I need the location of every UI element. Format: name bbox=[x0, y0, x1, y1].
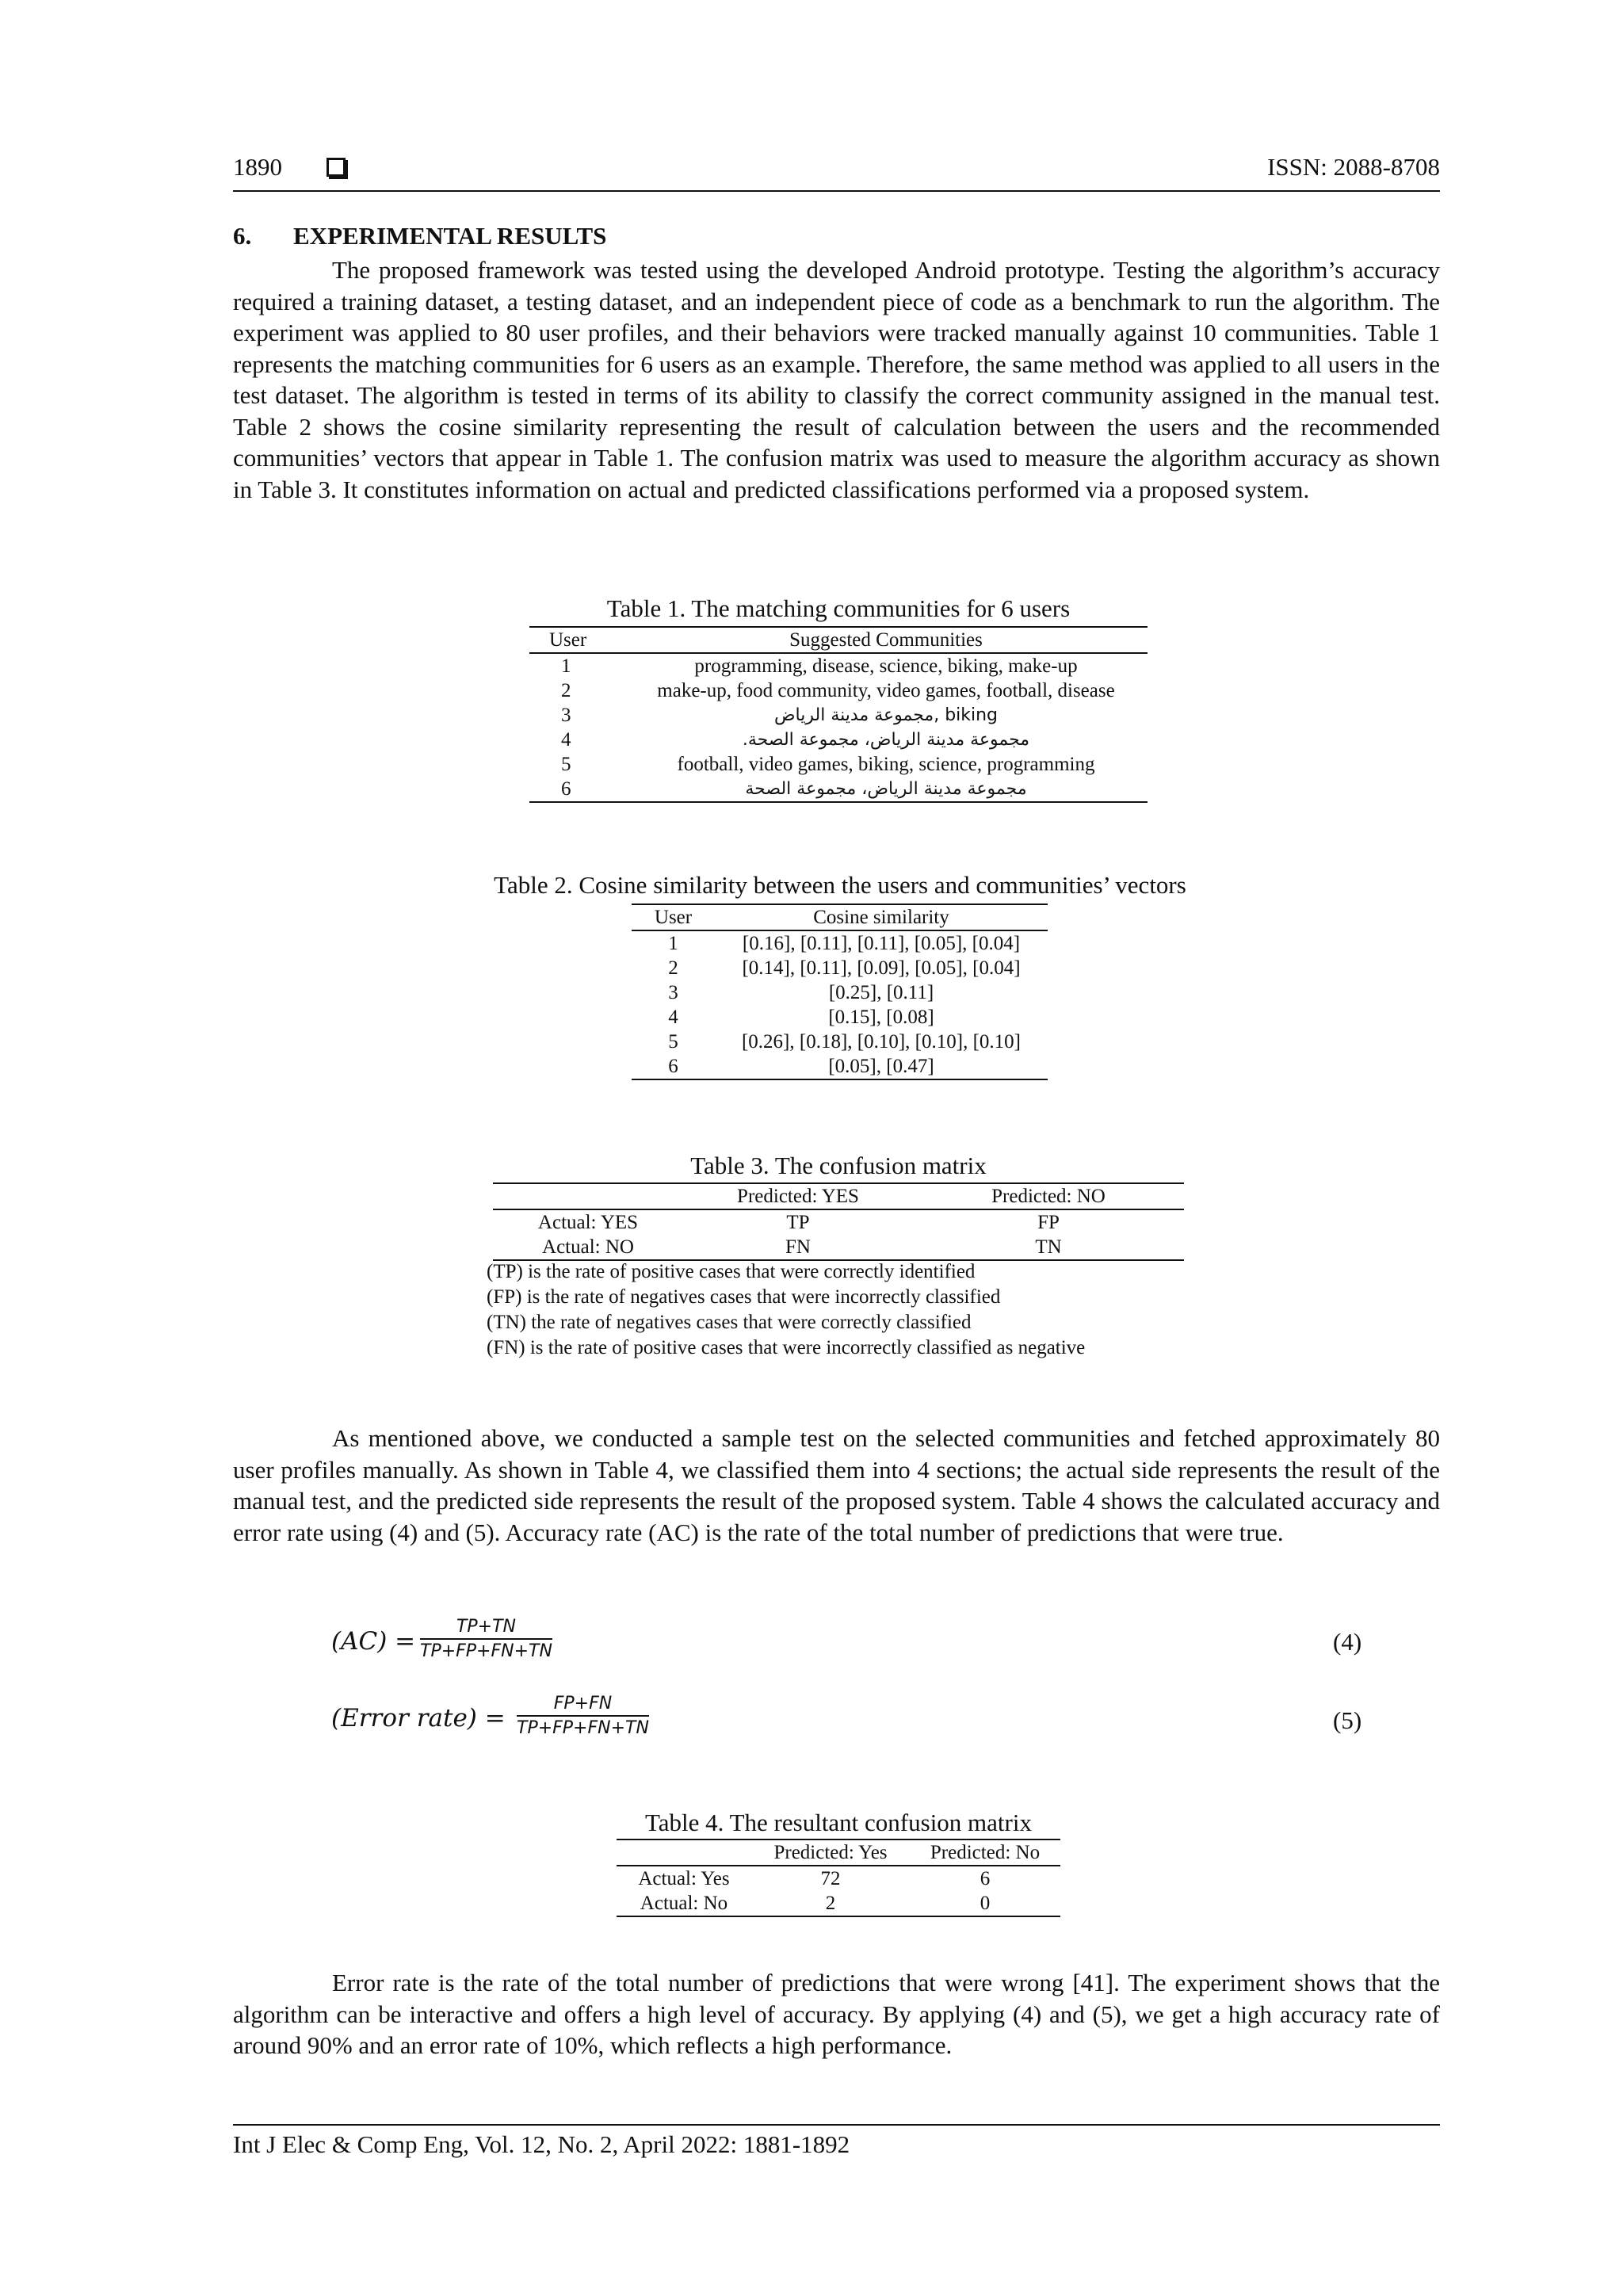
table-cell: [0.26], [0.18], [0.10], [0.10], [0.10] bbox=[741, 1031, 1021, 1052]
table-cell: TN bbox=[1035, 1236, 1062, 1258]
table-3-note: (FP) is the rate of negatives cases that were incorrectly classified bbox=[487, 1286, 1001, 1308]
table-cell: TP bbox=[786, 1212, 810, 1233]
paragraph-2 bbox=[233, 1423, 1440, 1548]
table-row bbox=[632, 1005, 1048, 1030]
table-3-notes bbox=[487, 1259, 1200, 1361]
table-cell: 3 bbox=[668, 982, 678, 1003]
table-3 bbox=[493, 1182, 1184, 1261]
table-3-header-blank bbox=[493, 1183, 683, 1209]
table-1-caption: Table 1. The matching communities for 6 users bbox=[606, 594, 1071, 622]
footer-citation: Int J Elec & Comp Eng, Vol. 12, No. 2, April 2022: 1881-1892 bbox=[233, 2130, 850, 2158]
table-cell: [0.15], [0.08] bbox=[828, 1007, 934, 1028]
table-row bbox=[529, 777, 1148, 802]
header-rule bbox=[233, 190, 1440, 192]
paragraph-1-text: The proposed framework was tested using the developed Android prototype. Testing the algorithm’s accuracy required a training dataset, a testing dataset, and an independent piece of code as a benchmark to run the algorithm. The experiment was applied to 80 user profiles, and their behaviors were tracked manually against 10 communities. Table 1 represents the matching communities for 6 users as an example. Therefore, the same method was applied to all users in the test dataset. The algorithm is tested in terms of its ability to classify the correct community assigned in the manual test. Table 2 shows the cosine similarity representing the result of calculation between the users and the recommended communities’ vectors that appear in Table 1. The confusion matrix was used to measure the algorithm accuracy as shown in Table 3. It constitutes information on actual and predicted classifications performed via a proposed system. bbox=[233, 256, 1440, 503]
equation-4-number: (4) bbox=[1333, 1628, 1362, 1656]
table-cell: 1 bbox=[668, 933, 678, 954]
paragraph-3-text: Error rate is the rate of the total number of predictions that were wrong [41]. The experiment shows that the algorithm can be interactive and offers a high level of accuracy. By applying (4) and (5), we get a high accuracy rate of around 90% and an error rate of 10%, which reflects a high performance. bbox=[233, 1969, 1440, 2059]
table-cell: مجموعة مدينة الرياض، مجموعة الصحة bbox=[745, 779, 1027, 799]
table-row bbox=[529, 678, 1148, 703]
equation-5-fraction bbox=[517, 1694, 649, 1738]
table-cell: biking ,مجموعة مدينة الرياض bbox=[773, 705, 999, 725]
equation-5-lhs: (Error rate) = bbox=[331, 1704, 506, 1733]
section-number: 6. bbox=[233, 222, 252, 250]
table-4-caption: Table 4. The resultant confusion matrix bbox=[645, 1809, 1032, 1836]
table-cell: 4 bbox=[561, 729, 571, 751]
table-2 bbox=[632, 904, 1048, 1080]
table-cell: Actual: Yes bbox=[638, 1868, 730, 1889]
table-cell: 2 bbox=[668, 957, 678, 979]
table-row bbox=[632, 980, 1048, 1005]
table-3-header-predicted-no: Predicted: NO bbox=[991, 1186, 1106, 1207]
table-row bbox=[632, 956, 1048, 980]
equation-4-numerator: TP+TN bbox=[420, 1617, 552, 1640]
table-cell: 72 bbox=[820, 1868, 841, 1889]
table-cell: make-up, food community, video games, football, disease bbox=[657, 680, 1115, 701]
table-3-caption: Table 3. The confusion matrix bbox=[690, 1152, 987, 1179]
table-cell: 0 bbox=[980, 1893, 991, 1914]
table-4-header-predicted-yes: Predicted: Yes bbox=[773, 1842, 888, 1863]
table-cell: programming, disease, science, biking, make-up bbox=[694, 655, 1078, 677]
table-4 bbox=[617, 1839, 1060, 1917]
table-cell: Actual: NO bbox=[542, 1236, 634, 1258]
table-cell: مجموعة مدينة الرياض، مجموعة الصحة. bbox=[742, 730, 1030, 750]
table-row bbox=[617, 1866, 1060, 1891]
table-cell: football, video games, biking, science, programming bbox=[677, 754, 1095, 775]
table-2-caption: Table 2. Cosine similarity between the users and communities’ vectors bbox=[494, 871, 1186, 899]
section-title bbox=[233, 222, 606, 250]
table-cell: 4 bbox=[668, 1007, 678, 1028]
table-row bbox=[493, 1235, 1184, 1260]
table-cell: 2 bbox=[561, 680, 571, 701]
equation-5-number: (5) bbox=[1333, 1706, 1362, 1734]
table-3-note: (TP) is the rate of positive cases that were correctly identified bbox=[487, 1261, 976, 1282]
table-row bbox=[632, 1030, 1048, 1054]
square-bullet-icon bbox=[327, 158, 346, 177]
paragraph-1 bbox=[233, 254, 1440, 505]
equation-5-numerator: FP+FN bbox=[517, 1694, 649, 1717]
footer-rule bbox=[233, 2124, 1440, 2126]
table-cell: 5 bbox=[668, 1031, 678, 1052]
table-row bbox=[493, 1209, 1184, 1235]
table-cell: [0.25], [0.11] bbox=[828, 982, 934, 1003]
table-cell: FN bbox=[785, 1236, 811, 1258]
table-row bbox=[632, 1054, 1048, 1079]
table-cell: 3 bbox=[561, 705, 571, 726]
table-cell: FP bbox=[1037, 1212, 1060, 1233]
table-row bbox=[617, 1891, 1060, 1916]
equation-4-lhs: (AC) = bbox=[331, 1627, 416, 1656]
table-cell: 1 bbox=[561, 655, 571, 677]
issn: ISSN: 2088-8708 bbox=[1267, 153, 1440, 181]
equation-4-denominator: TP+FP+FN+TN bbox=[420, 1641, 552, 1661]
table-cell: Actual: No bbox=[640, 1893, 728, 1914]
table-cell: [0.14], [0.11], [0.09], [0.05], [0.04] bbox=[742, 957, 1021, 979]
table-2-header-similarity: Cosine similarity bbox=[813, 907, 949, 928]
table-4-header-predicted-no: Predicted: No bbox=[930, 1842, 1041, 1863]
table-cell: 2 bbox=[825, 1893, 836, 1914]
table-cell: 5 bbox=[561, 754, 571, 775]
page-number: 1890 bbox=[233, 153, 282, 181]
table-cell: 6 bbox=[561, 778, 571, 800]
table-2-header-user: User bbox=[654, 907, 693, 928]
table-row bbox=[529, 752, 1148, 777]
table-row bbox=[529, 653, 1148, 678]
section-title-text: EXPERIMENTAL RESULTS bbox=[293, 222, 607, 250]
paragraph-2-text: As mentioned above, we conducted a sample test on the selected communities and fetched approximately 80 user profiles manually. As shown in Table 4, we classified them into 4 sections; the actual side represents the result of the manual test, and the predicted side represents the result of the proposed system. Table 4 shows the calculated accuracy and error rate using (4) and (5). Accuracy rate (AC) is the rate of the total number of predictions that were true. bbox=[233, 1424, 1440, 1546]
equation-4-fraction bbox=[420, 1617, 552, 1661]
table-1-header-communities: Suggested Communities bbox=[789, 629, 983, 651]
table-cell: Actual: YES bbox=[537, 1212, 639, 1233]
table-cell: [0.05], [0.47] bbox=[828, 1056, 934, 1077]
equation-5-denominator: TP+FP+FN+TN bbox=[517, 1718, 649, 1738]
table-cell: 6 bbox=[980, 1868, 991, 1889]
table-3-note: (FN) is the rate of positive cases that were incorrectly classified as negative bbox=[487, 1337, 1086, 1358]
table-row bbox=[632, 930, 1048, 956]
paragraph-3 bbox=[233, 1967, 1440, 2061]
table-row bbox=[529, 728, 1148, 752]
table-3-header-predicted-yes: Predicted: YES bbox=[737, 1186, 859, 1207]
table-cell: 6 bbox=[668, 1056, 678, 1077]
table-cell: [0.16], [0.11], [0.11], [0.05], [0.04] bbox=[742, 933, 1021, 954]
table-1-header-user: User bbox=[549, 629, 587, 651]
table-1 bbox=[529, 626, 1148, 803]
table-row bbox=[529, 703, 1148, 728]
table-4-header-blank bbox=[617, 1839, 751, 1866]
table-3-note: (TN) the rate of negatives cases that were correctly classified bbox=[487, 1312, 972, 1333]
